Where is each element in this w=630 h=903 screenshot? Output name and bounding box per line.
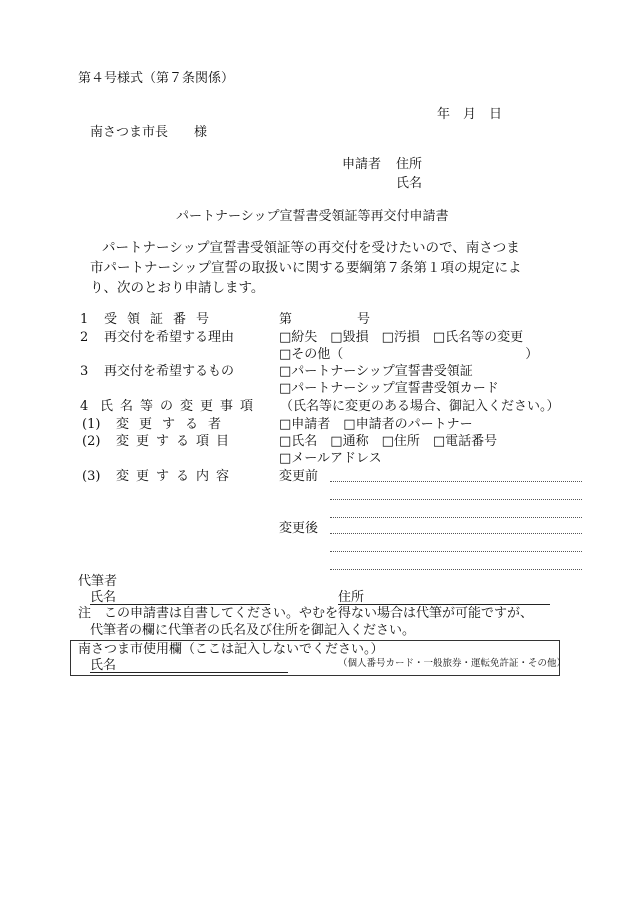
sub3-label: 変更する内容 [116,469,237,484]
item2-label: 再交付を希望する理由 [104,330,235,345]
item1-label: 受領証番号 [104,312,220,327]
applicant-label: 申請者 [342,157,382,172]
sub2-options-email[interactable]: □メールアドレス [279,451,382,466]
item3-number: 3 [80,364,89,379]
addressee: 南さつま市長 様 [90,125,208,140]
before-line-3[interactable] [330,517,582,518]
date-line: 年 月 日 [437,107,503,122]
sub3-number: (3) [82,469,101,484]
note-line-2: 代筆者の欄に代筆者の氏名及び住所を御記入ください。 [90,623,416,638]
applicant-address-label: 住所 [396,157,423,172]
item2-other-option[interactable]: □その他（ ） [279,347,539,362]
document-title: パートナーシップ宣誓書受領証等再交付申請書 [176,209,449,224]
item4-label: 氏名等の変更事項 [100,399,261,414]
sub2-label: 変更する項目 [116,434,237,449]
office-id-types: （個人番号カード・一般旅券・運転免許証・その他） [338,658,567,669]
sub1-label: 変更する者 [116,417,232,432]
office-name-label: 氏名 [90,658,117,673]
proxy-heading: 代筆者 [78,574,118,589]
sub2-number: (2) [82,434,101,449]
before-label: 変更前 [279,469,319,484]
proxy-address-label: 住所 [338,590,365,605]
item3-option-card[interactable]: □パートナーシップ宣誓書受領カード [279,381,499,396]
after-label: 変更後 [279,521,319,536]
item2-number: 2 [80,330,89,345]
after-line-3[interactable] [330,569,582,570]
sub1-number: (1) [82,417,101,432]
item3-option-certificate[interactable]: □パートナーシップ宣誓書受領証 [279,364,473,379]
item4-note: （氏名等に変更のある場合、御記入ください。） [280,399,560,414]
after-line-2[interactable] [330,551,582,552]
applicant-name-label: 氏名 [396,176,423,191]
item2-options[interactable]: □紛失 □毀損 □汚損 □氏名等の変更 [279,330,524,345]
after-line-1[interactable] [330,533,582,534]
item4-number: 4 [80,399,89,414]
item1-value: 第 号 [279,312,371,327]
before-line-1[interactable] [330,481,582,482]
office-name-line[interactable] [90,672,288,673]
proxy-name-line[interactable] [90,604,270,605]
item1-number: 1 [80,312,89,327]
before-line-2[interactable] [330,499,582,500]
body-line-3: り、次のとおり申請します。 [90,280,265,296]
sub2-options[interactable]: □氏名 □通称 □住所 □電話番号 [279,434,498,449]
form-number-label: 第４号様式（第７条関係） [78,71,235,86]
sub1-options[interactable]: □申請者 □申請者のパートナー [279,417,473,432]
note-line-1: 注 この申請書は自書してください。やむを得ない場合は代筆が可能ですが、 [78,606,534,621]
proxy-name-label: 氏名 [90,590,117,605]
office-use-heading: 南さつま市使用欄（ここは記入しないでください。） [78,642,384,657]
item3-label: 再交付を希望するもの [104,364,235,379]
body-line-2: 市パートナーシップ宣誓の取扱いに関する要綱第７条第１項の規定によ [90,260,522,276]
body-line-1: パートナーシップ宣誓書受領証等の再交付を受けたいので、南さつま [102,240,520,256]
proxy-address-line[interactable] [338,604,550,605]
